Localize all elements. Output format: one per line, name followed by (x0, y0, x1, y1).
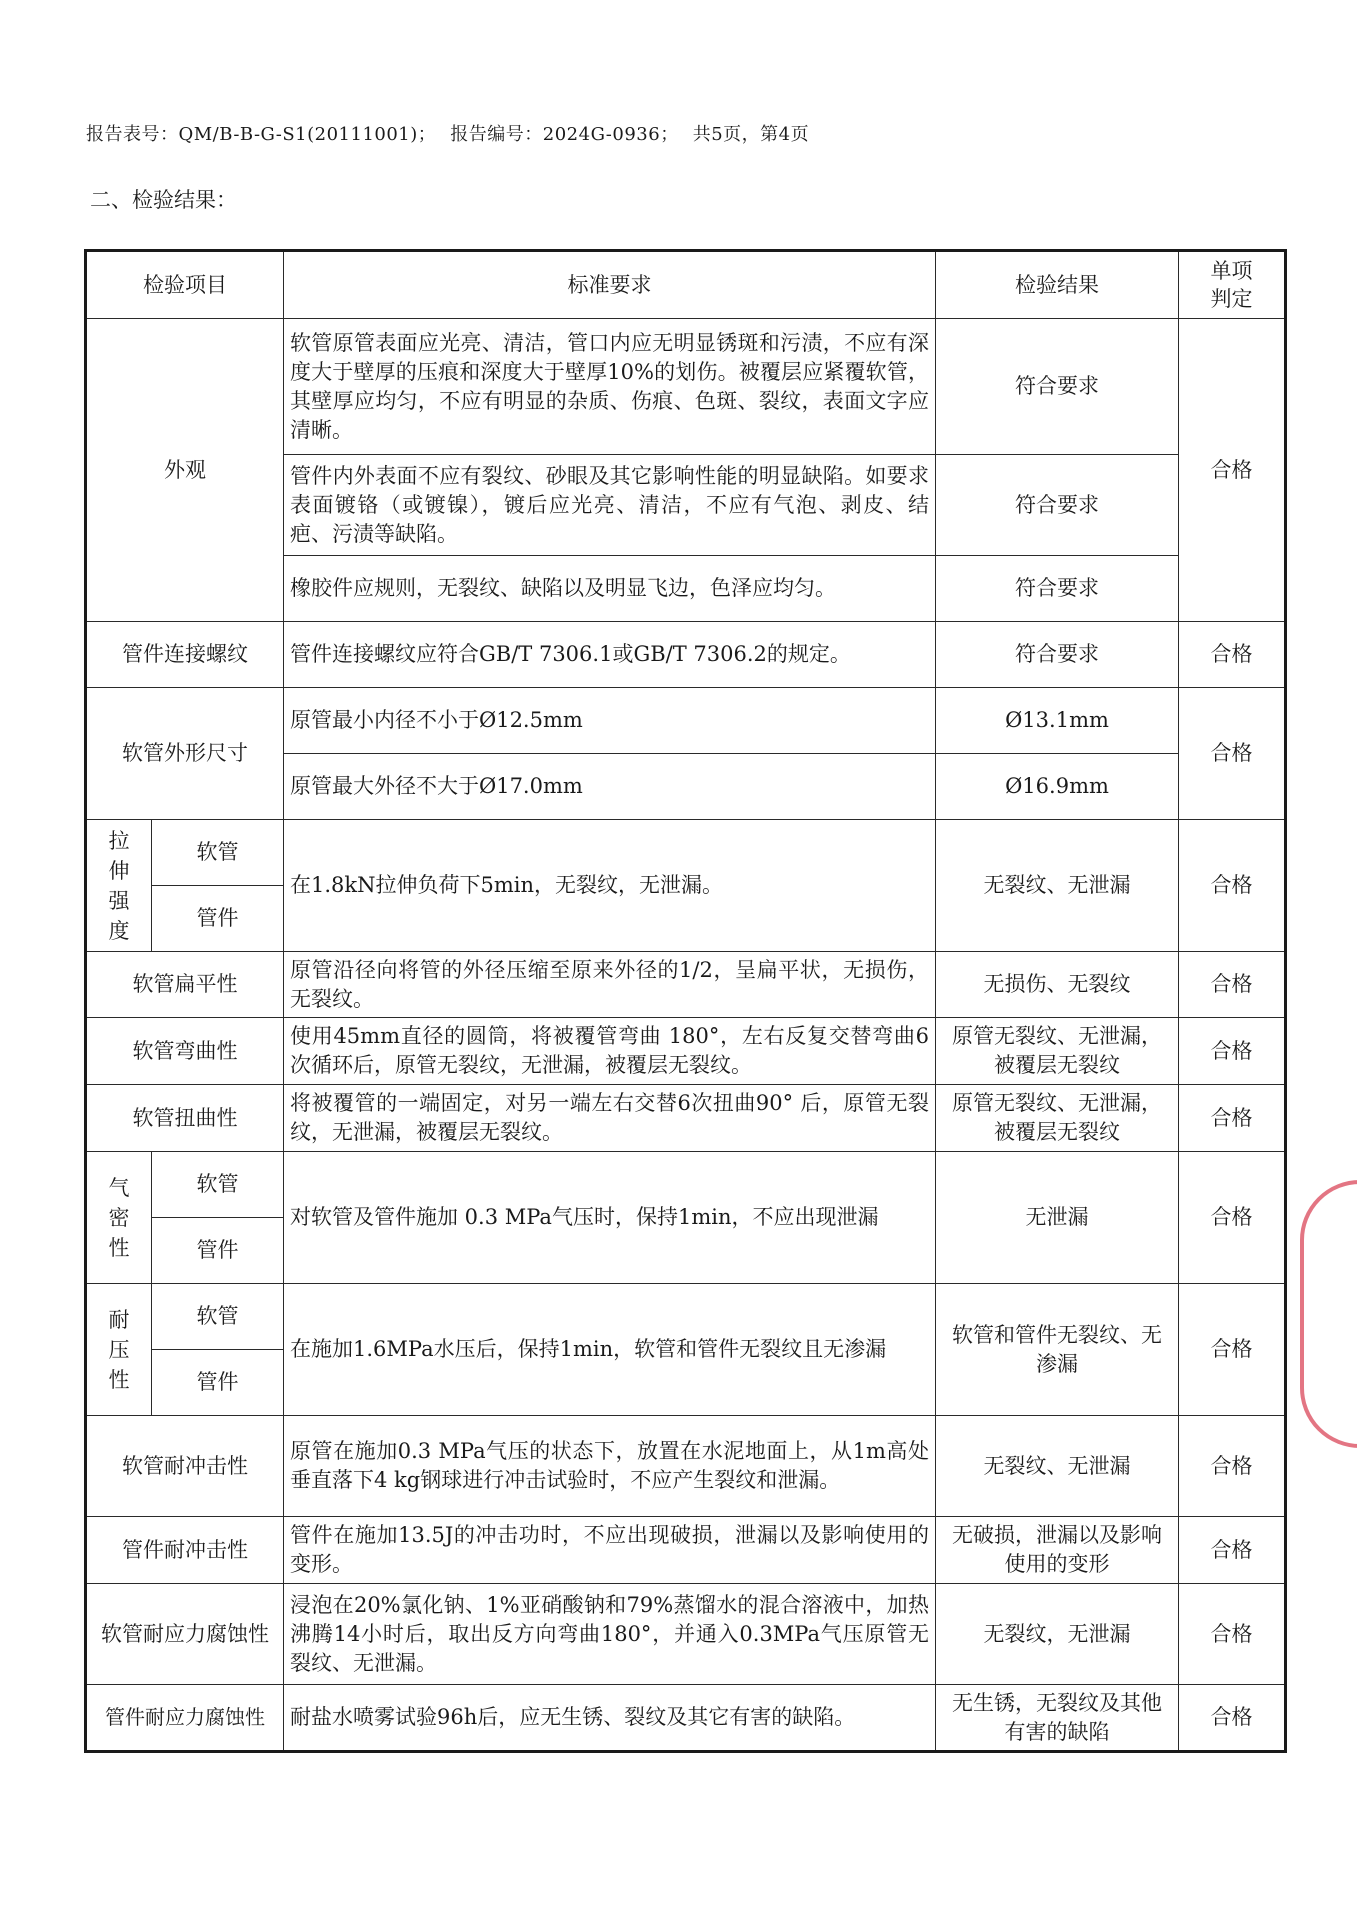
table-row (86, 688, 1286, 754)
result-cell: 无裂纹、无泄漏 (936, 1416, 1179, 1517)
item-pressure: 耐压性 (86, 1284, 152, 1416)
judgement-cell: 合格 (1179, 952, 1286, 1018)
section-title: 二、检验结果： (90, 188, 237, 212)
requirement-cell: 将被覆管的一端固定，对另一端左右交替6次扭曲90° 后，原管无裂纹，无泄漏，被覆层无裂纹。 (284, 1085, 936, 1152)
sub-item-cell: 软管 (152, 820, 284, 886)
report-number: 报告编号：2024G-0936； (450, 124, 679, 145)
result-cell: 无破损，泄漏以及影响使用的变形 (936, 1517, 1179, 1584)
result-cell: 无泄漏 (936, 1152, 1179, 1284)
item-cell: 软管扁平性 (86, 952, 284, 1018)
result-cell: Ø13.1mm (936, 688, 1179, 754)
item-appearance: 外观 (86, 319, 284, 622)
result-cell: 无裂纹、无泄漏 (936, 820, 1179, 952)
requirement-cell: 原管沿径向将管的外径压缩至原来外径的1/2，呈扁平状，无损伤，无裂纹。 (284, 952, 936, 1018)
judgement-cell: 合格 (1179, 1685, 1286, 1752)
result-cell: Ø16.9mm (936, 754, 1179, 820)
table-header-row (86, 251, 1286, 319)
table-row (86, 319, 1286, 455)
judgement-cell: 合格 (1179, 319, 1286, 622)
result-cell: 软管和管件无裂纹、无渗漏 (936, 1284, 1179, 1416)
sub-item-cell: 软管 (152, 1152, 284, 1218)
seal-stamp (1300, 1180, 1357, 1448)
result-cell: 无生锈，无裂纹及其他有害的缺陷 (936, 1685, 1179, 1752)
judgement-cell: 合格 (1179, 1517, 1286, 1584)
header-item: 检验项目 (86, 251, 284, 319)
result-cell: 原管无裂纹、无泄漏，被覆层无裂纹 (936, 1018, 1179, 1085)
result-cell: 符合要求 (936, 319, 1179, 455)
header-judgement: 单项判定 (1179, 251, 1286, 319)
sub-item-cell: 软管 (152, 1284, 284, 1350)
item-cell: 软管耐冲击性 (86, 1416, 284, 1517)
sub-item-cell: 管件 (152, 886, 284, 952)
requirement-cell: 使用45mm直径的圆筒，将被覆管弯曲 180°，左右反复交替弯曲6次循环后，原管无裂纹，无泄漏，被覆层无裂纹。 (284, 1018, 936, 1085)
judgement-cell: 合格 (1179, 820, 1286, 952)
item-cell: 软管耐应力腐蚀性 (86, 1584, 284, 1685)
report-header (86, 120, 823, 146)
table-row (86, 1517, 1286, 1584)
table-row (86, 1284, 1286, 1350)
sub-item-cell: 管件 (152, 1350, 284, 1416)
judgement-cell: 合格 (1179, 1584, 1286, 1685)
item-cell: 软管扭曲性 (86, 1085, 284, 1152)
table-row (86, 1018, 1286, 1085)
judgement-cell: 合格 (1179, 688, 1286, 820)
inspection-results-table (84, 249, 1287, 1753)
header-result: 检验结果 (936, 251, 1179, 319)
judgement-cell: 合格 (1179, 1018, 1286, 1085)
requirement-cell: 在施加1.6MPa水压后，保持1min，软管和管件无裂纹且无渗漏 (284, 1284, 936, 1416)
item-tensile: 拉伸强度 (86, 820, 152, 952)
judgement-cell: 合格 (1179, 1416, 1286, 1517)
item-cell: 管件连接螺纹 (86, 622, 284, 688)
table-row (86, 1085, 1286, 1152)
requirement-cell: 耐盐水喷雾试验96h后，应无生锈、裂纹及其它有害的缺陷。 (284, 1685, 936, 1752)
result-cell: 无裂纹，无泄漏 (936, 1584, 1179, 1685)
table-row (86, 820, 1286, 886)
judgement-cell: 合格 (1179, 622, 1286, 688)
item-cell: 软管弯曲性 (86, 1018, 284, 1085)
header-requirement: 标准要求 (284, 251, 936, 319)
table-row (86, 952, 1286, 1018)
sub-item-cell: 管件 (152, 1218, 284, 1284)
requirement-cell: 原管最小内径不小于Ø12.5mm (284, 688, 936, 754)
item-cell: 管件耐冲击性 (86, 1517, 284, 1584)
requirement-cell: 管件内外表面不应有裂纹、砂眼及其它影响性能的明显缺陷。如要求表面镀铬（或镀镍），镀后应光亮、清洁，不应有气泡、剥皮、结疤、污渍等缺陷。 (284, 455, 936, 556)
requirement-cell: 在1.8kN拉伸负荷下5min，无裂纹，无泄漏。 (284, 820, 936, 952)
table-row (86, 1416, 1286, 1517)
requirement-cell: 原管最大外径不大于Ø17.0mm (284, 754, 936, 820)
judgement-cell: 合格 (1179, 1284, 1286, 1416)
result-cell: 原管无裂纹、无泄漏，被覆层无裂纹 (936, 1085, 1179, 1152)
result-cell: 无损伤、无裂纹 (936, 952, 1179, 1018)
judgement-cell: 合格 (1179, 1085, 1286, 1152)
requirement-cell: 软管原管表面应光亮、清洁，管口内应无明显锈斑和污渍，不应有深度大于壁厚的压痕和深度大于壁厚10%的划伤。被覆层应紧覆软管，其壁厚应均匀，不应有明显的杂质、伤痕、色斑、裂纹，表面文字应清晰。 (284, 319, 936, 455)
item-cell: 管件耐应力腐蚀性 (86, 1685, 284, 1752)
table-row (86, 622, 1286, 688)
requirement-cell: 管件在施加13.5J的冲击功时，不应出现破损，泄漏以及影响使用的变形。 (284, 1517, 936, 1584)
item-cell: 软管外形尺寸 (86, 688, 284, 820)
result-cell: 符合要求 (936, 455, 1179, 556)
result-cell: 符合要求 (936, 556, 1179, 622)
result-cell: 符合要求 (936, 622, 1179, 688)
table-row (86, 1152, 1286, 1218)
requirement-cell: 浸泡在20%氯化钠、1%亚硝酸钠和79%蒸馏水的混合溶液中，加热沸腾14小时后，取出反方向弯曲180°，并通入0.3MPa气压原管无裂纹、无泄漏。 (284, 1584, 936, 1685)
page-count: 共5页，第4页 (692, 124, 810, 145)
table-row (86, 1584, 1286, 1685)
item-airtight: 气密性 (86, 1152, 152, 1284)
form-number: 报告表号：QM/B-B-G-S1(20111001)； (86, 124, 437, 145)
judgement-cell: 合格 (1179, 1152, 1286, 1284)
requirement-cell: 对软管及管件施加 0.3 MPa气压时，保持1min，不应出现泄漏 (284, 1152, 936, 1284)
requirement-cell: 管件连接螺纹应符合GB/T 7306.1或GB/T 7306.2的规定。 (284, 622, 936, 688)
requirement-cell: 原管在施加0.3 MPa气压的状态下，放置在水泥地面上，从1m高处垂直落下4 kg钢球进行冲击试验时，不应产生裂纹和泄漏。 (284, 1416, 936, 1517)
table-row (86, 1685, 1286, 1752)
requirement-cell: 橡胶件应规则，无裂纹、缺陷以及明显飞边，色泽应均匀。 (284, 556, 936, 622)
